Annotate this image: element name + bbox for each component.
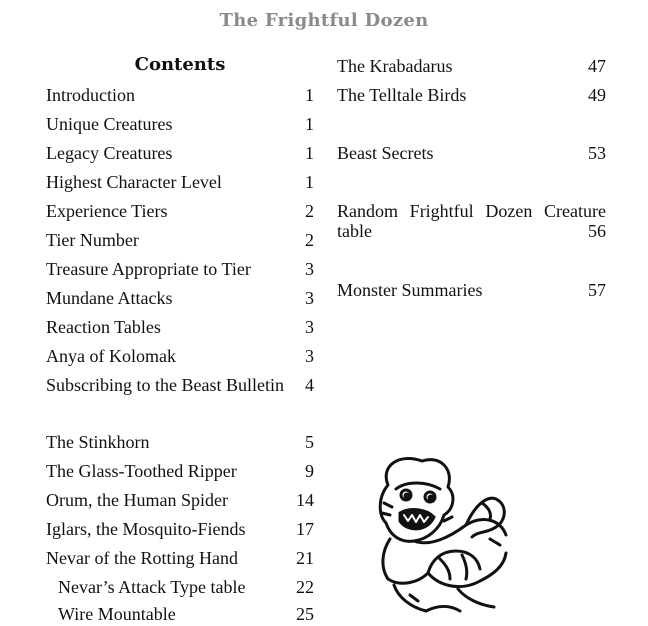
toc-entry[interactable] [46, 430, 314, 454]
toc-entry-label: The Glass-Toothed Ripper [46, 461, 237, 481]
toc-entry-label: The Telltale Birds [337, 85, 467, 105]
toc-entry[interactable] [337, 199, 606, 245]
toc-entry-label: Monster Summaries [337, 280, 483, 300]
toc-entry[interactable] [46, 141, 314, 165]
toc-entry-page: 3 [305, 346, 314, 366]
toc-entry-page: 3 [305, 259, 314, 279]
toc-entry-label: Highest Character Level [46, 172, 222, 192]
toc-entry-page: 25 [296, 604, 314, 624]
toc-entry[interactable] [46, 488, 314, 512]
toc-entry-label: Tier Number [46, 230, 139, 250]
toc-entry-label: Wire Mountable [58, 604, 176, 624]
toc-entry-label: The Krabadarus [337, 56, 453, 76]
toc-entry-label: Legacy Creatures [46, 143, 173, 163]
toc-entry-label-line2: table [337, 221, 372, 241]
toc-subentry[interactable] [46, 575, 314, 599]
toc-entry-label: Introduction [46, 85, 135, 105]
toc-entry[interactable] [46, 83, 314, 107]
toc-entry[interactable] [46, 112, 314, 136]
toc-entry-page: 22 [296, 577, 314, 597]
toc-entry-page: 1 [305, 85, 314, 105]
toc-entry[interactable] [46, 257, 314, 281]
toc-entry-label: Beast Secrets [337, 143, 434, 163]
toc-entry[interactable] [46, 546, 314, 570]
toc-entry-page: 5 [305, 432, 314, 452]
toc-entry[interactable] [46, 170, 314, 194]
toc-entry-label: Subscribing to the Beast Bulletin [46, 375, 284, 395]
toc-entry-label: Reaction Tables [46, 317, 161, 337]
toc-entry-page: 53 [588, 143, 606, 163]
toc-entry-label: Mundane Attacks [46, 288, 173, 308]
toc-entry[interactable] [337, 54, 606, 78]
toc-subentry[interactable] [46, 602, 314, 626]
toc-entry-label: Iglars, the Mosquito-Fiends [46, 519, 246, 539]
toc-entry[interactable] [337, 141, 606, 165]
toc-entry-label: Experience Tiers [46, 201, 168, 221]
toc-entry-label: Treasure Appropriate to Tier [46, 259, 251, 279]
toc-entry-page: 1 [305, 143, 314, 163]
contents-heading: Contents [134, 54, 226, 75]
toc-entry-page: 1 [305, 114, 314, 134]
toc-entry-page: 56 [588, 221, 606, 241]
toc-entry-page: 17 [296, 519, 314, 539]
toc-entry-page: 3 [305, 288, 314, 308]
toc-entry-page: 57 [588, 280, 606, 300]
toc-entry-label: Anya of Kolomak [46, 346, 176, 366]
toc-entry-label: Nevar of the Rotting Hand [46, 548, 238, 568]
toc-entry[interactable] [46, 459, 314, 483]
toc-entry[interactable] [46, 344, 314, 368]
toc-entry-page: 1 [305, 172, 314, 192]
toc-entry[interactable] [46, 517, 314, 541]
toc-entry[interactable] [46, 228, 314, 252]
toc-entry-page: 14 [296, 490, 314, 510]
page-header-title: The Frightful Dozen [219, 10, 429, 31]
toc-entry-label: Nevar’s Attack Type table [58, 577, 246, 597]
toc-entry[interactable] [46, 286, 314, 310]
toc-entry-page: 2 [305, 230, 314, 250]
toc-entry-page: 21 [296, 548, 314, 568]
toc-entry[interactable] [46, 315, 314, 339]
toc-entry-page: 47 [588, 56, 606, 76]
toc-entry-label: Unique Creatures [46, 114, 173, 134]
toc-entry[interactable] [46, 199, 314, 223]
toc-entry-label-line1: Random Frightful Dozen Creature [337, 201, 606, 221]
toc-entry-page: 3 [305, 317, 314, 337]
toc-entry-page: 9 [305, 461, 314, 481]
toc-entry-label: The Stinkhorn [46, 432, 150, 452]
toc-entry[interactable] [337, 83, 606, 107]
toc-entry-label: Orum, the Human Spider [46, 490, 228, 510]
monster-illustration [370, 455, 510, 614]
toc-entry[interactable] [46, 373, 314, 397]
toc-entry-page: 4 [305, 375, 314, 395]
toc-entry[interactable] [337, 278, 606, 302]
toc-entry-page: 2 [305, 201, 314, 221]
toc-entry-page: 49 [588, 85, 606, 105]
